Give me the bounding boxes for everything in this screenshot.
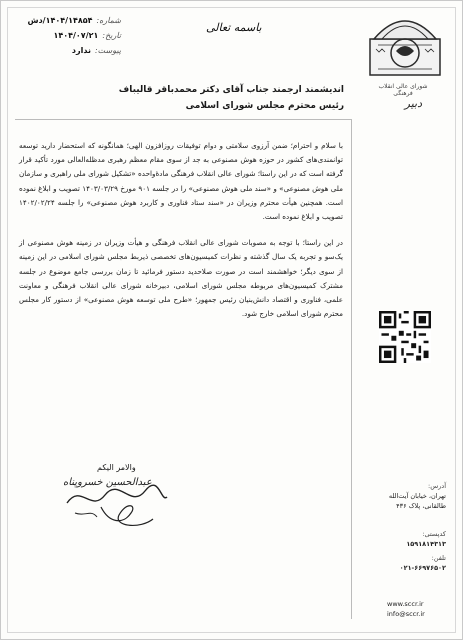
letter-meta bbox=[21, 13, 121, 58]
meta-attachment-row bbox=[21, 43, 121, 58]
email-link[interactable]: info@sccr.ir bbox=[387, 610, 425, 618]
qr-code-icon bbox=[379, 311, 431, 363]
phone-block bbox=[366, 553, 446, 573]
web-block bbox=[387, 599, 463, 619]
sidebar-divider bbox=[351, 119, 352, 619]
address-label: آدرس: bbox=[428, 482, 446, 490]
attachment-label: پیوست: bbox=[94, 46, 121, 55]
letter-number: ۱۴۰۴/۱۴۸۵۴/دش bbox=[27, 16, 93, 25]
council-emblem-icon bbox=[366, 9, 444, 79]
letter-attachment: ندارد bbox=[71, 46, 91, 55]
signatory-name: عبدالحسین خسروپناه bbox=[63, 477, 152, 488]
meta-date-row bbox=[21, 28, 121, 43]
letter-date: ۱۴۰۴/۰۷/۲۱ bbox=[53, 31, 99, 40]
organization-role: دبیر bbox=[404, 97, 422, 110]
address-block bbox=[366, 481, 446, 511]
bismillah-header: باسمه تعالی bbox=[206, 21, 262, 34]
letter-body bbox=[19, 139, 343, 333]
address-line-1: تهران، خیابان آیت‌الله bbox=[388, 492, 446, 500]
body-paragraph-2: در این راستا؛ با توجه به مصوبات شورای عالی انقلاب فرهنگی و هیأت وزیران در زمینه هوش مصنوعی از یک‌سو و تجربه یک سال گذشته و نظرات کمیسیون‌های تخصصی ذیربط مجلس شورای اسلامی در این زمینه از سوی دیگر؛ خواهشمند است در صورت صلاحدید دستور فرمائید تا زمان بررسی جامع موضوع در جلسه مشترک کمیسیون‌های مربوطه مجلس شورای اسلامی، دبیرخانه شورای عالی انقلاب فرهنگی و معاونت علمی، فناوری و اقتصاد دانش‌بنیان رئیس جمهور؛ «طرح ملی توسعه هوش مصنوعی» از دستور کار مجلس محترم شورای اسلامی خارج شود. bbox=[19, 238, 343, 319]
phone-number: ۰۲۱-۶۶۹۷۶۵۰۲ bbox=[399, 564, 446, 572]
phone-label: تلفن: bbox=[431, 554, 446, 562]
recipient-title: رئیس محترم مجلس شورای اسلامی bbox=[185, 101, 344, 111]
website-link[interactable]: www.sccr.ir bbox=[387, 600, 424, 608]
recipient-name: اندیشمند ارجمند جناب آقای دکتر محمدباقر قالیباف bbox=[118, 85, 344, 95]
address-line-2: طالقانی، پلاک ۴۳۶ bbox=[396, 502, 446, 510]
postal-block bbox=[366, 529, 446, 549]
recipient-block bbox=[119, 85, 344, 111]
postal-code: ۱۵۹۱۸۱۴۳۱۳ bbox=[406, 540, 446, 548]
postal-label: کدپستی: bbox=[422, 530, 446, 538]
closing-text: والامر الیکم bbox=[97, 463, 136, 472]
header-divider bbox=[15, 119, 351, 120]
number-label: شماره: bbox=[96, 16, 121, 25]
date-label: تاریخ: bbox=[102, 31, 121, 40]
body-paragraph-1: با سلام و احترام؛ ضمن آرزوی سلامتی و دوام توفیقات روزافزون الهی؛ همانگونه که استحضار دارید توسعه توانمندی‌های کشور در حوزه هوش مصنوعی به جد از سوی مقام معظم رهبری مدظله‌العالی مورد تأکید قرار گرفته است که در این راستا؛ شورای عالی انقلاب فرهنگی مادۀواحده «تشکیل شورای ملی راهبری و سازمان ملی هوش مصنوعی» و «سند ملی هوش مصنوعی» را در جلسه ۹۰۱ مورخ ۱۴۰۳/۰۳/۲۹ تصویب و ابلاغ نموده است. همچنین هیأت محترم وزیران در «سند ستاد فناوری و کاربرد هوش مصنوعی» را جلسه ۱۴۰۲/۰۲/۲۴ تصویب و ابلاغ نموده است. bbox=[19, 141, 343, 222]
organization-name: شورای عالی انقلاب فرهنگی bbox=[378, 83, 428, 97]
meta-number-row bbox=[21, 13, 121, 28]
